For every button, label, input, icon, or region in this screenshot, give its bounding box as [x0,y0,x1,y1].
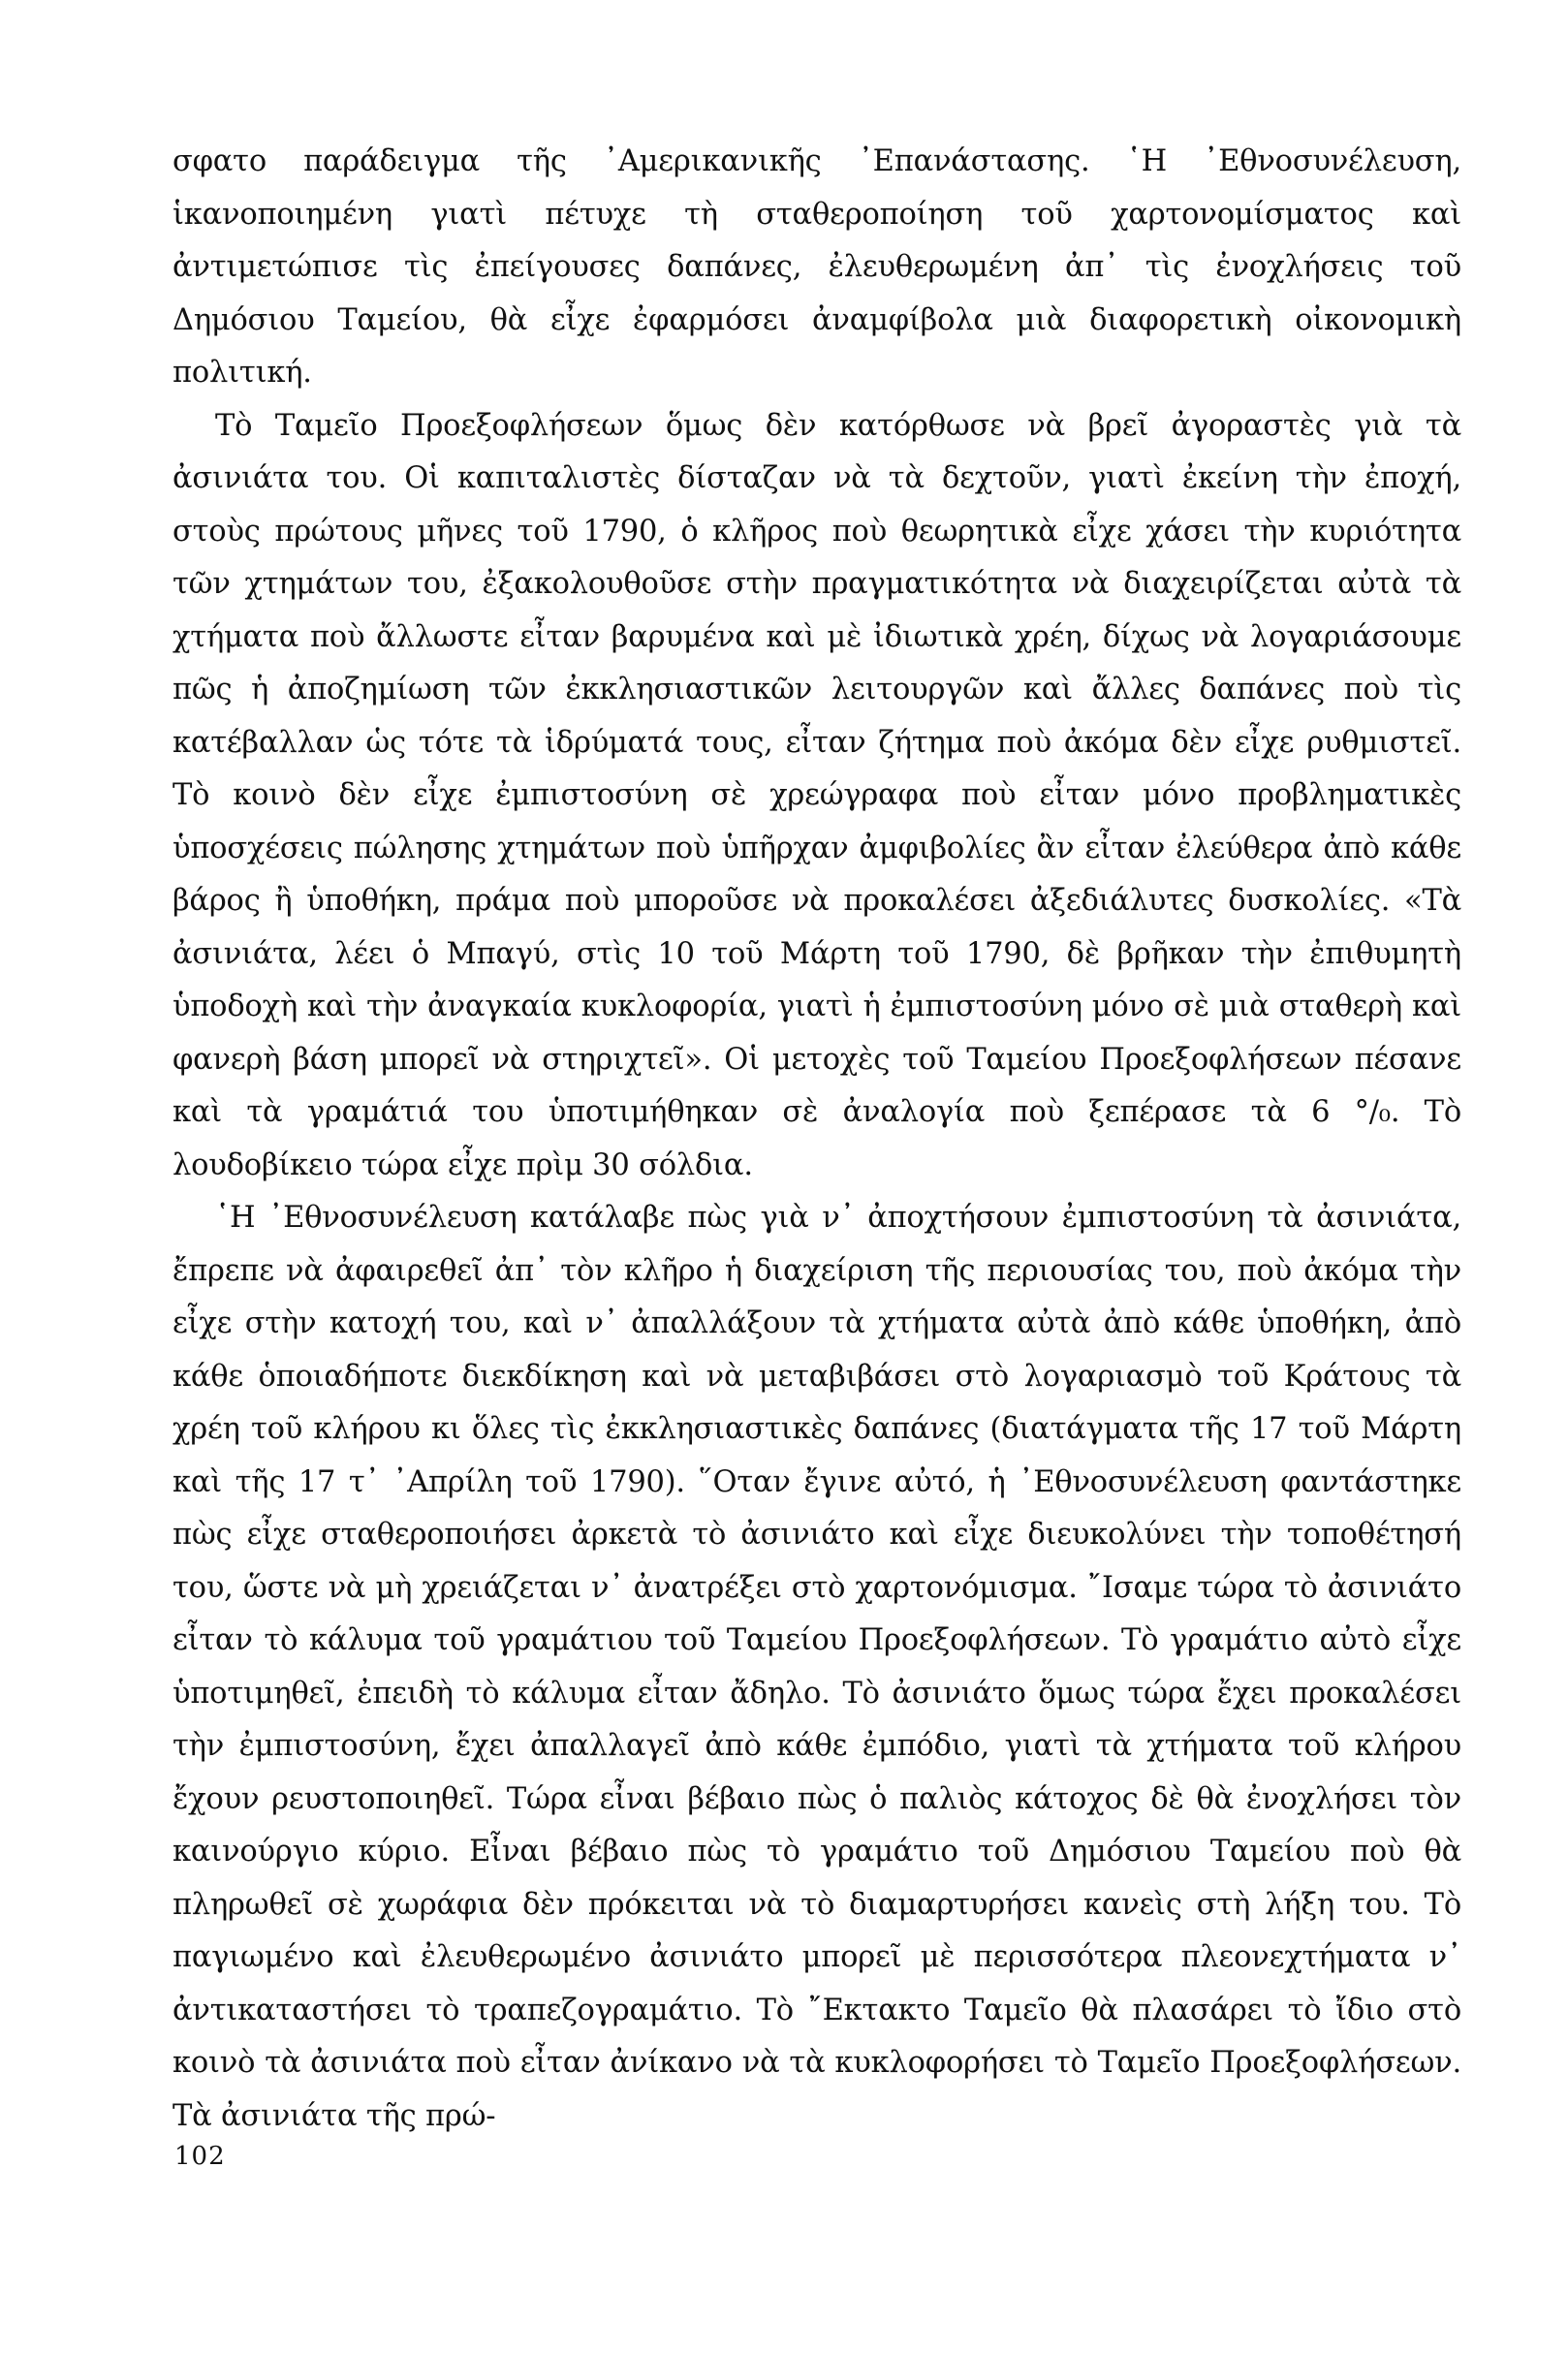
page-number: 102 [174,2142,226,2171]
body-text [172,136,1461,2143]
paragraph-1: σφατο παράδειγμα τῆς ᾿Αμερικανικῆς ᾿Επανάστασης. ῾Η ᾿Εθνοσυνέλευση, ἱκανοποιημένη γιατὶ πέτυχε τὴ σταθεροποίηση τοῦ χαρτονομίσματος καὶ ἀντιμετώπισε τὶς ἐπείγουσες δαπάνες, ἐλευθερωμένη ἀπ᾿ τὶς ἐνοχλήσεις τοῦ Δημόσιου Ταμείου, θὰ εἶχε ἐφαρμόσει ἀναμφίβολα μιὰ διαφορετικὴ οἰκονομικὴ πολιτική. [172,144,1461,390]
paragraph-3: ῾Η ᾿Εθνοσυνέλευση κατάλαβε πὼς γιὰ ν᾿ ἀποχτήσουν ἐμπιστοσύνη τὰ ἀσινιάτα, ἔπρεπε νὰ ἀφαιρεθεῖ ἀπ᾿ τὸν κλῆρο ἡ διαχείριση τῆς περιουσίας του, ποὺ ἀκόμα τὴν εἶχε στὴν κατοχή του, καὶ ν᾿ ἀπαλλάξουν τὰ χτήματα αὐτὰ ἀπὸ κάθε ὑποθήκη, ἀπὸ κάθε ὁποιαδήποτε διεκδίκηση καὶ νὰ μεταβιβάσει στὸ λογαριασμὸ τοῦ Κράτους τὰ χρέη τοῦ κλήρου κι ὅλες τὶς ἐκκλησιαστικὲς δαπάνες (διατάγματα τῆς 17 τοῦ Μάρτη καὶ τῆς 17 τ᾿ ᾿Απρίλη τοῦ 1790). ῞Οταν ἔγινε αὐτό, ἡ ᾿Εθνοσυνέλευση φαντάστηκε πὼς εἶχε σταθεροποιήσει ἀρκετὰ τὸ ἀσινιάτο καὶ εἶχε διευκολύνει τὴν τοποθέτησή του, ὥστε νὰ μὴ χρειάζεται ν᾿ ἀνατρέξει στὸ χαρτονόμισμα. ῎Ισαμε τώρα τὸ ἀσινιάτο εἶταν τὸ κάλυμα τοῦ γραμάτιου τοῦ Ταμείου Προεξοφλήσεων. Τὸ γραμάτιο αὐτὸ εἶχε ὑποτιμηθεῖ, ἐπειδὴ τὸ κάλυμα εἶταν ἄδηλο. Τὸ ἀσινιάτο ὅμως τώρα ἔχει προκαλέσει τὴν ἐμπιστοσύνη, ἔχει ἀπαλλαγεῖ ἀπὸ κάθε ἐμπόδιο, γιατὶ τὰ χτήματα τοῦ κλήρου ἔχουν ρευστοποιηθεῖ. Τώρα εἶναι βέβαιο πὼς ὁ παλιὸς κάτοχος δὲ θὰ ἐνοχλήσει τὸν καινούργιο κύριο. Εἶναι βέβαιο πὼς τὸ γραμάτιο τοῦ Δημόσιου Ταμείου ποὺ θὰ πληρωθεῖ σὲ χωράφια δὲν πρόκειται νὰ τὸ διαμαρτυρήσει κανεὶς στὴ λήξη του. Τὸ παγιωμένο καὶ ἐλευθερωμένο ἀσινιάτο μπορεῖ μὲ περισσότερα πλεονεχτήματα ν᾿ ἀντικαταστήσει τὸ τραπεζογραμάτιο. Τὸ ῎Εκτακτο Ταμεῖο θὰ πλασάρει τὸ ἴδιο στὸ κοινὸ τὰ ἀσινιάτα ποὺ εἶταν ἀνίκανο νὰ τὰ κυκλοφορήσει τὸ Ταμεῖο Προεξοφλήσεων. Τὰ ἀσινιάτα τῆς πρώ- [172,1201,1461,2133]
paragraph-2: Τὸ Ταμεῖο Προεξοφλήσεων ὅμως δὲν κατόρθωσε νὰ βρεῖ ἀγοραστὲς γιὰ τὰ ἀσινιάτα του. Οἱ καπιταλιστὲς δίσταζαν νὰ τὰ δεχτοῦν, γιατὶ ἐκείνη τὴν ἐποχή, στοὺς πρώτους μῆνες τοῦ 1790, ὁ κλῆρος ποὺ θεωρητικὰ εἶχε χάσει τὴν κυριότητα τῶν χτημάτων του, ἐξακολουθοῦσε στὴν πραγματικότητα νὰ διαχειρίζεται αὐτὰ τὰ χτήματα ποὺ ἄλλωστε εἶταν βαρυμένα καὶ μὲ ἰδιωτικὰ χρέη, δίχως νὰ λογαριάσουμε πῶς ἡ ἀποζημίωση τῶν ἐκκλησιαστικῶν λειτουργῶν καὶ ἄλλες δαπάνες ποὺ τὶς κατέβαλλαν ὡς τότε τὰ ἱδρύματά τους, εἶταν ζήτημα ποὺ ἀκόμα δὲν εἶχε ρυθμιστεῖ. Τὸ κοινὸ δὲν εἶχε ἐμπιστοσύνη σὲ χρεώγραφα ποὺ εἶταν μόνο προβληματικὲς ὑποσχέσεις πώλησης χτημάτων ποὺ ὑπῆρχαν ἀμφιβολίες ἂν εἶταν ἐλεύθερα ἀπὸ κάθε βάρος ἢ ὑποθήκη, πράμα ποὺ μποροῦσε νὰ προκαλέσει ἀξεδιάλυτες δυσκολίες. «Τὰ ἀσινιάτα, λέει ὁ Μπαγύ, στὶς 10 τοῦ Μάρτη τοῦ 1790, δὲ βρῆκαν τὴν ἐπιθυμητὴ ὑποδοχὴ καὶ τὴν ἀναγκαία κυκλοφορία, γιατὶ ἡ ἐμπιστοσύνη μόνο σὲ μιὰ σταθερὴ καὶ φανερὴ βάση μπορεῖ νὰ στηριχτεῖ». Οἱ μετοχὲς τοῦ Ταμείου Προεξοφλήσεων πέσανε καὶ τὰ γραμάτιά του ὑποτιμήθηκαν σὲ ἀναλογία ποὺ ξεπέρασε τὰ 6 °/₀. Τὸ λουδοβίκειο τώρα εἶχε πρὶμ 30 σόλδια. [172,408,1461,1182]
